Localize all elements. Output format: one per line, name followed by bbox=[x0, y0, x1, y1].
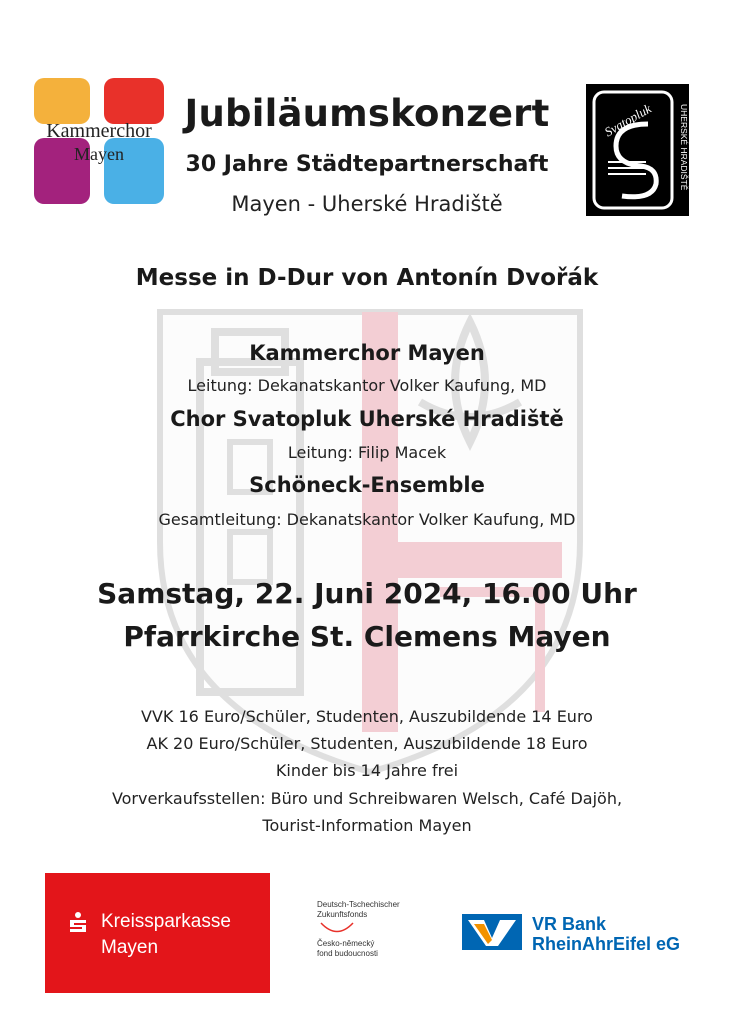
sparkasse-icon bbox=[67, 911, 89, 933]
city-names: Mayen - Uherské Hradiště bbox=[231, 192, 503, 216]
vrbank-region: RheinAhrEifel eG bbox=[532, 934, 681, 954]
zukunftsfonds-line-1: Deutsch-Tschechischer bbox=[317, 900, 400, 909]
ensemble-name-2: Chor Svatopluk Uherské Hradiště bbox=[170, 407, 564, 431]
svatopluk-script: Svatopluk bbox=[601, 100, 654, 140]
zukunftsfonds-line-3: Česko-německý bbox=[317, 939, 375, 948]
vrbank-logo bbox=[462, 910, 702, 960]
ensemble-name-1: Kammerchor Mayen bbox=[249, 341, 485, 365]
ensemble-name-3: Schöneck-Ensemble bbox=[249, 473, 485, 497]
work-title: Messe in D-Dur von Antonín Dvořák bbox=[135, 265, 599, 291]
zukunftsfonds-logo bbox=[317, 900, 427, 980]
zukunftsfonds-arc-icon bbox=[317, 920, 357, 936]
vrbank-icon bbox=[462, 910, 522, 954]
ensemble-lead-3: Gesamtleitung: Dekanatskantor Volker Kaufung, MD bbox=[158, 510, 576, 529]
event-date: Samstag, 22. Juni 2024, 16.00 Uhr bbox=[97, 577, 637, 610]
ticket-line-5: Tourist-Information Mayen bbox=[262, 816, 472, 835]
ensemble-lead-2: Leitung: Filip Macek bbox=[287, 443, 447, 462]
ticket-line-4: Vorverkaufsstellen: Büro und Schreibwaren Welsch, Café Dajöh, bbox=[111, 789, 623, 808]
ensemble-lead-1: Leitung: Dekanatskantor Volker Kaufung, MD bbox=[187, 376, 547, 395]
vrbank-name: VR Bank bbox=[532, 914, 607, 934]
kreissparkasse-city: Mayen bbox=[101, 937, 159, 958]
svatopluk-vertical-text: UHERSKÉ HRADIŠTĚ bbox=[679, 104, 689, 191]
logo-text-mayen: Mayen bbox=[74, 144, 124, 164]
partnership-subtitle: 30 Jahre Städtepartnerschaft bbox=[185, 152, 549, 177]
ticket-line-1: VVK 16 Euro/Schüler, Studenten, Auszubildende 14 Euro bbox=[141, 707, 593, 726]
poster-title: Jubiläumskonzert bbox=[184, 92, 550, 135]
kreissparkasse-logo bbox=[45, 873, 270, 993]
zukunftsfonds-line-2: Zukunftsfonds bbox=[317, 910, 368, 919]
kreissparkasse-name: Kreissparkasse bbox=[101, 911, 231, 932]
event-venue: Pfarrkirche St. Clemens Mayen bbox=[123, 620, 611, 653]
ticket-line-2: AK 20 Euro/Schüler, Studenten, Auszubildende 18 Euro bbox=[146, 734, 588, 753]
ticket-line-3: Kinder bis 14 Jahre frei bbox=[275, 761, 459, 780]
zukunftsfonds-line-4: fond budoucnosti bbox=[317, 949, 378, 958]
logo-text-kammerchor: Kammerchor bbox=[46, 120, 152, 142]
